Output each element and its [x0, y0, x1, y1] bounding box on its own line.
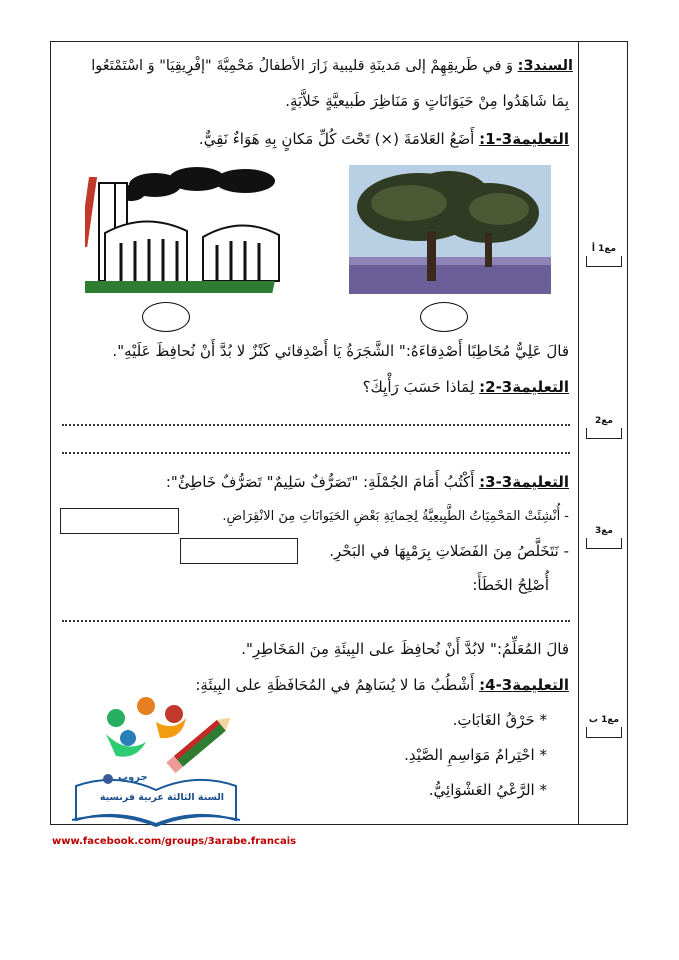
task1-line	[199, 130, 569, 148]
score-label-3: مع3	[595, 526, 613, 536]
score-box-1[interactable]	[584, 244, 624, 267]
task4-option-3[interactable]: * الرَّعْيُ العَشْوَائِيُّ.	[428, 781, 547, 799]
score-box-2[interactable]	[584, 416, 624, 439]
task3-item-1: - أُنْشِئَتْ المَحْمِيَاتُ الطَّبِيعِيَّةُ لِحِمايَةِ بَعْضِ الحَيَوانَاتِ مِنَ الانْقِرَاضِ.	[222, 509, 569, 524]
logo-brand: جروب	[118, 772, 148, 783]
task3-label: التعليمة3-3:	[479, 473, 569, 491]
factory-answer-oval[interactable]	[142, 302, 190, 332]
factory-illustration	[85, 163, 300, 295]
score-box-4[interactable]	[584, 715, 624, 738]
score-label-4: مع1 ب	[588, 715, 620, 725]
task3-item-2: - نَتَخَلَّصُ مِنَ الفَضَلاتِ بِرَمْيِهَا في البَحْرِ.	[329, 542, 569, 560]
task1-label: التعليمة3-1:	[479, 130, 569, 148]
task3-answer-box-2[interactable]	[180, 538, 298, 564]
score-label-1: مع1 أ	[591, 244, 617, 254]
answer-line-2[interactable]	[62, 452, 570, 454]
logo-graphic	[56, 688, 256, 828]
logo-caption: السنة الثالثة عربية فرنسية	[99, 792, 225, 803]
task4-label: التعليمة3-4:	[479, 676, 569, 694]
score-label-2: مع2	[595, 416, 613, 426]
task3-correct-label: أُصْلِحُ الخَطَأَ:	[472, 576, 549, 594]
task3-text: أَكْتُبُ أَمَامَ الجُمْلَةِ: "تَصَرُّفٌ سَلِيمٌ" تَصَرُّفٌ خَاطِئٌ":	[165, 473, 480, 491]
task1-text: أَضَعُ العَلامَةَ (×) تَحْتَ كُلِّ مَكانٍ بِهِ هَوَاءٌ نَقِيٌّ.	[198, 130, 480, 148]
task2-label: التعليمة3-2:	[479, 378, 569, 396]
sanad-text-1: وَ في طَريقِهِمْ إلى مَدينَةِ قليبية زَارَ الأطفالُ مَحْمِيَّةَ "إفْرِيقِيَا" وَ اسْتَمْتَعُوا	[91, 58, 518, 74]
footer-url[interactable]: www.facebook.com/groups/3arabe.francais	[52, 836, 297, 847]
quote-teacher: قالَ المُعَلِّمُ:" لابُدَّ أَنْ نُحافِظَ على البِيئَةِ مِنَ المَخَاطِرِ".	[241, 640, 569, 658]
score-box-3[interactable]	[584, 526, 624, 549]
task4-option-2[interactable]: * احْتِرامُ مَوَاسِمِ الصَّيْدِ.	[404, 746, 547, 764]
group-logo	[56, 688, 256, 828]
task2-text: لِمَاذا حَسَبَ رَأْيِكَ؟	[362, 378, 480, 396]
task3-line	[166, 473, 569, 491]
sanad-line-2: بِمَا شَاهَدُوا مِنْ حَيَوَانَاتٍ وَ مَنَاظِرَ طَبيعيَّةٍ خَلاَّبَةٍ.	[285, 92, 569, 110]
tree-answer-oval[interactable]	[420, 302, 468, 332]
task3-answer-box-1[interactable]	[60, 508, 179, 534]
task4-text: أَشْطُبُ مَا لا يُسَاهِمُ في المُحَافَظَةِ على البِيئَةِ:	[195, 676, 480, 694]
task2-line	[363, 378, 569, 396]
score-margin-divider	[578, 41, 579, 825]
sanad-line-1	[91, 58, 573, 74]
tree-photo	[349, 165, 551, 294]
answer-line-3[interactable]	[62, 620, 570, 622]
task4-option-1[interactable]: * حَرْقُ الغَابَاتِ.	[452, 711, 547, 729]
quote-ali: قالَ عَلِيٌّ مُخَاطِبًا أَصْدِقاءَهُ:" الشَّجَرَةُ يَا أَصْدِقائي كَنْزٌ لا بُدَّ أَنْ نُحافِظَ عَلَيْهِ".	[112, 342, 569, 360]
answer-line-1[interactable]	[62, 424, 570, 426]
sanad-label: السند3:	[517, 58, 573, 74]
